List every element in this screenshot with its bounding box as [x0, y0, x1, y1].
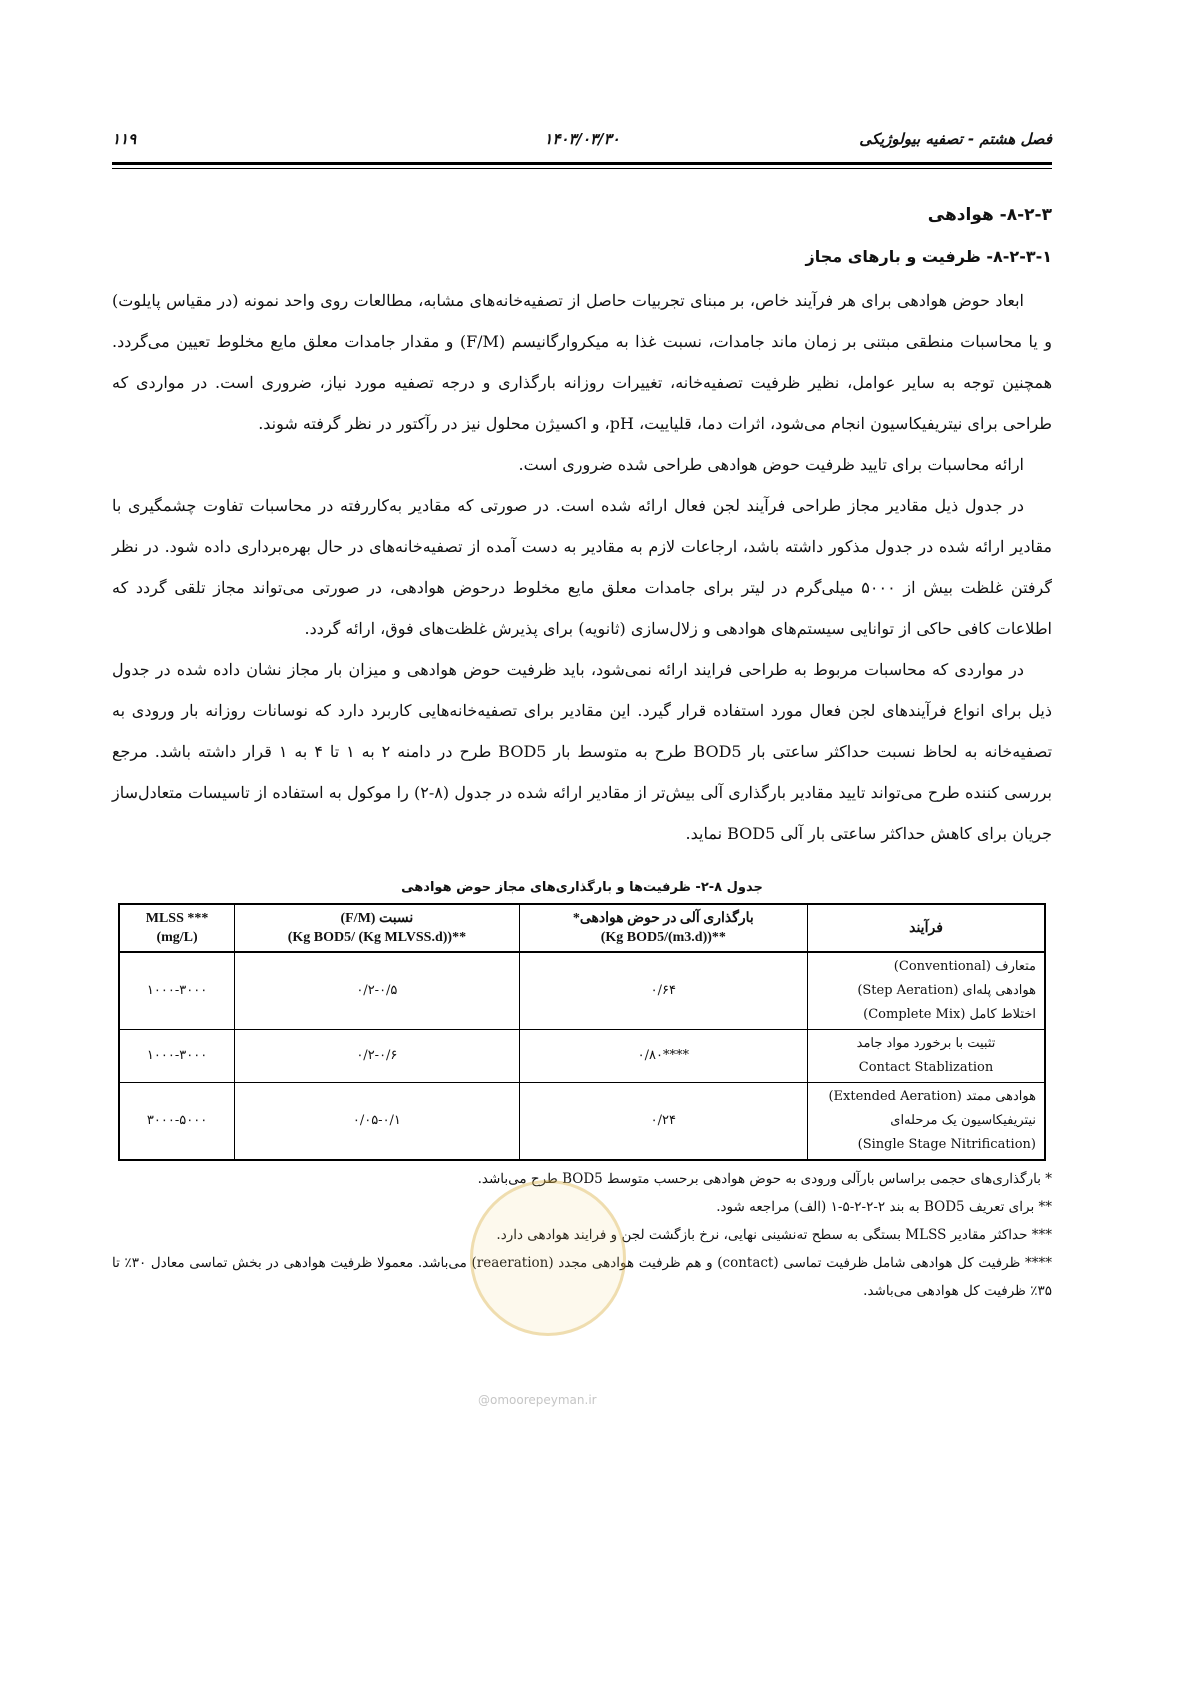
aeration-capacity-table — [118, 903, 1046, 1161]
fm-cell: ۰/۰۵-۰/۱ — [235, 1083, 520, 1161]
paragraph: در مواردی که محاسبات مربوط به طراحی فرایند ارائه نمی‌شود، باید ظرفیت حوض هوادهی و میزان بار مجاز نشان داده شده در جدول ذیل برای انواع فرآیندهای لجن فعال مورد استفاده قرار گیرد. این مقادیر برای تصفیه‌خانه‌هایی کاربرد دارد که نوسانات روزانه بار ورودی به تصفیه‌خانه به لحاظ نسبت حداکثر ساعتی بار BOD5 طرح به متوسط بار BOD5 طرح در دامنه ۲ به ۱ تا ۴ به ۱ قرار داشته باشد. مرجع بررسی کننده طرح می‌تواند تایید مقادیر بارگذاری آلی بیش‌تر از مقادیر ارائه شده در جدول (۸-۲) را موکول به استفاده از تاسیسات متعادل‌ساز جریان برای کاهش حداکثر ساعتی بار آلی BOD5 نماید. — [112, 660, 1053, 843]
section-heading: ۸-۲-۳- هوادهی — [927, 205, 1052, 225]
organic-loading-cell: ۰/۲۴ — [519, 1083, 807, 1161]
watermark-text: @omoorepeyman.ir — [478, 1393, 597, 1407]
header-fm-ratio: نسبت (F/M) (Kg BOD5/ (Kg MLVSS.d))** — [235, 904, 520, 952]
table-caption: جدول ۸-۲- ظرفیت‌ها و بارگذاری‌های مجاز حوض هوادهی — [401, 880, 763, 895]
watermark-seal — [470, 1180, 626, 1336]
table-header-row — [119, 904, 1045, 952]
mlss-cell: ۱۰۰۰-۳۰۰۰ — [119, 1030, 235, 1083]
main-content — [112, 205, 1052, 1305]
table-row — [119, 1083, 1045, 1161]
fm-cell: ۰/۲-۰/۵ — [235, 952, 520, 1030]
header-date: ۱۴۰۳/۰۳/۳۰ — [544, 130, 620, 148]
footnote: *** حداکثر مقادیر MLSS بستگی به سطح ته‌نشینی نهایی، نرخ بازگشت لجن و فرایند هوادهی دارد. — [496, 1227, 1052, 1243]
header-rule-thin — [112, 168, 1052, 169]
paragraph: ارائه محاسبات برای تایید ظرفیت حوض هوادهی طراحی شده ضروری است. — [518, 455, 1024, 474]
page-number: ۱۱۹ — [112, 130, 137, 148]
chapter-title: فصل هشتم - تصفیه بیولوژیکی — [859, 130, 1052, 148]
subsection-heading: ۸-۲-۳-۱- ظرفیت و بارهای مجاز — [805, 247, 1052, 266]
table-row — [119, 1030, 1045, 1083]
header-organic-loading: بارگذاری آلی در حوض هوادهی* (Kg BOD5/(m3.d))** — [519, 904, 807, 952]
process-cell: متعارف (Conventional) هوادهی پله‌ای (Step Aeration) اختلاط کامل (Complete Mix) — [808, 952, 1046, 1030]
footnote: **** ظرفیت کل هوادهی شامل ظرفیت تماسی (contact) و هم ظرفیت هوادهی مجدد (reaeration) می‌باشد. معمولا ظرفیت هوادهی در بخش تماسی معادل ۳۰٪ تا ۳۵٪ ظرفیت کل هوادهی می‌باشد. — [112, 1255, 1052, 1299]
fm-cell: ۰/۲-۰/۶ — [235, 1030, 520, 1083]
page-header — [112, 130, 1052, 154]
process-cell: تثبیت با برخورد مواد جامد Contact Stablization — [808, 1030, 1046, 1083]
organic-loading-cell: ۰/۶۴ — [519, 952, 807, 1030]
organic-loading-cell: ****۰/۸۰ — [519, 1030, 807, 1083]
paragraph: در جدول ذیل مقادیر مجاز طراحی فرآیند لجن فعال ارائه شده است. در صورتی که مقادیر به‌کاررفته در محاسبات تفاوت چشمگیری با مقادیر ارائه شده در جدول مذکور داشته باشد، ارجاعات لازم به مقادیر به دست آمده از تصفیه‌خانه‌های در حال بهره‌برداری داده شود. در نظر گرفتن غلظت بیش از ۵۰۰۰ میلی‌گرم در لیتر برای جامدات معلق مایع مخلوط درحوض هوادهی، در صورتی می‌تواند مجاز تلقی گردد که اطلاعات کافی حاکی از توانایی سیستم‌های هوادهی و زلال‌سازی (ثانویه) برای پذیرش غلظت‌های فوق، ارائه گردد. — [112, 496, 1053, 638]
header-rule-thick — [112, 162, 1052, 165]
footnote: * بارگذاری‌های حجمی براساس بارآلی ورودی به حوض هوادهی برحسب متوسط BOD5 طرح می‌باشد. — [477, 1171, 1052, 1187]
table-row — [119, 952, 1045, 1030]
mlss-cell: ۱۰۰۰-۳۰۰۰ — [119, 952, 235, 1030]
footnote: ** برای تعریف BOD5 به بند ۲-۲-۲-۵-۱ (الف) مراجعه شود. — [716, 1199, 1052, 1215]
header-process: فرآیند — [808, 904, 1046, 952]
paragraph: ابعاد حوض هوادهی برای هر فرآیند خاص، بر مبنای تجربیات حاصل از تصفیه‌خانه‌های مشابه، مطالعات روی واحد نمونه (در مقیاس پایلوت) و یا محاسبات منطقی مبتنی بر زمان ماند جامدات، نسبت غذا به میکروارگانیسم (F/M) و مقدار جامدات معلق مایع مخلوط تعیین می‌گردد. همچنین توجه به سایر عوامل، نظیر ظرفیت تصفیه‌خانه، تغییرات روزانه بارگذاری و درجه تصفیه مورد نیاز، ضروری است. در مواردی که طراحی برای نیتریفیکاسیون انجام می‌شود، اثرات دما، قلیاییت، pH، و اکسیژن محلول نیز در رآکتور در نظر گرفته شوند. — [112, 291, 1052, 433]
process-cell: هوادهی ممتد (Extended Aeration) نیتریفیکاسیون یک مرحله‌ای (Single Stage Nitrification) — [808, 1083, 1046, 1161]
mlss-cell: ۳۰۰۰-۵۰۰۰ — [119, 1083, 235, 1161]
header-mlss: MLSS *** (mg/L) — [119, 904, 235, 952]
